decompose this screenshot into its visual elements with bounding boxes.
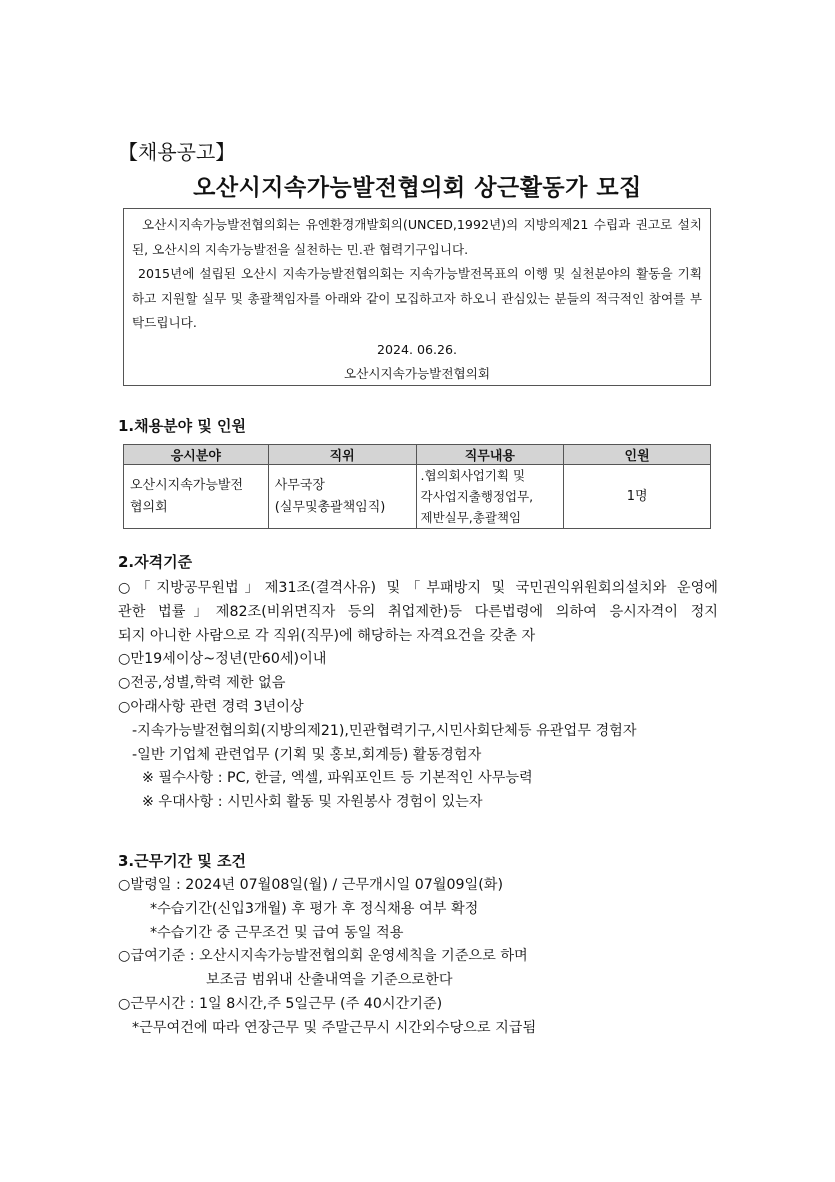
qualification-list	[118, 577, 718, 815]
table-header-position: 직위	[268, 445, 416, 465]
table-row	[124, 465, 711, 529]
qualification-line: ※ 우대사항 : 시민사회 활동 및 자원봉사 경험이 있는자	[142, 794, 483, 811]
condition-line: ○급여기준 : 오산시지속가능발전협의회 운영세칙을 기준으로 하며	[118, 948, 528, 965]
intro-paragraph-1: 오산시지속가능발전협의회는 유엔환경개발회의(UNCED,1992년)의 지방의제21 수립과 권고로 설치된, 오산시의 지속가능발전을 실천하는 민.관 협력기구입니다.	[132, 217, 702, 257]
qualification-line: ○전공,성별,학력 제한 없음	[118, 675, 286, 692]
qualification-line: ○만19세이상~정년(만60세)이내	[118, 651, 327, 668]
cell-position-line-1: 사무국장	[274, 477, 325, 493]
table-header-field: 응시분야	[124, 445, 269, 465]
cell-count: 1명	[564, 465, 711, 529]
conditions-list	[118, 874, 718, 1041]
notice-org: 오산시지속가능발전협의회	[344, 366, 490, 381]
cell-duties-line-1: .협의회사업기획 및	[420, 468, 526, 483]
condition-line: ○근무시간 : 1일 8시간,주 5일근무 (주 40시간기준)	[118, 995, 443, 1012]
qualification-line: ※ 필수사항 : PC, 한글, 엑셀, 파워포인트 등 기본적인 사무능력	[142, 770, 533, 787]
cell-field-line-1: 오산시지속가능발전	[130, 477, 244, 493]
qualification-line: ○아래사항 관련 경력 3년이상	[118, 698, 304, 715]
qualification-line: 관한 법률」제82조(비위면직자 등의 취업제한)등 다른법령에 의하여 응시자격이 정지	[118, 603, 718, 620]
section-3-title: 3.근무기간 및 조건	[118, 852, 247, 870]
qualification-line: -일반 기업체 관련업무 (기획 및 홍보,회계등) 활동경험자	[132, 746, 482, 763]
table-header-duties: 직무내용	[416, 445, 564, 465]
condition-line: *근무여건에 따라 연장근무 및 주말근무시 시간외수당으로 지급됨	[132, 1019, 537, 1036]
cell-duties	[416, 465, 564, 529]
jobs-table	[123, 444, 711, 529]
qualification-line: 되지 아니한 사람으로 각 직위(직무)에 해당하는 자격요건을 갖춘 자	[118, 627, 536, 644]
table-header-count: 인원	[564, 445, 711, 465]
cell-duties-line-3: 제반실무,총괄책임	[420, 510, 522, 525]
cell-position	[268, 465, 416, 529]
cell-duties-line-2: 각사업지출행정업무,	[420, 489, 534, 504]
notice-date: 2024. 06.26.	[376, 341, 458, 357]
condition-line: 보조금 범위내 산출내역을 기준으로한다	[206, 972, 453, 989]
condition-line: ○발령일 : 2024년 07월08일(월) / 근무개시일 07월09일(화)	[118, 877, 504, 893]
condition-line: *수습기간(신입3개월) 후 평가 후 정식채용 여부 확정	[150, 900, 479, 917]
section-2-title: 2.자격기준	[118, 553, 193, 571]
page-title: 오산시지속가능발전협의회 상근활동가 모집	[193, 175, 642, 201]
table-header-row	[124, 445, 711, 465]
cell-position-line-2: (실무및총괄책임직)	[274, 499, 386, 515]
intro-paragraph-2: 2015년에 설립된 오산시 지속가능발전협의회는 지속가능발전목표의 이행 및 실천분야의 활동을 기획하고 지원할 실무 및 총괄책임자를 아래와 같이 모집하고자 하오니 관심있는 분들의 적극적인 참여를 부탁드립니다.	[132, 266, 702, 330]
section-1-title: 1.채용분야 및 인원	[118, 417, 247, 435]
qualification-line: ○「지방공무원법」제31조(결격사유) 및「부패방지 및 국민권익위원회의설치와 운영에	[118, 580, 718, 596]
condition-line: *수습기간 중 근무조건 및 급여 동일 적용	[150, 924, 404, 941]
notice-tag: 【채용공고】	[118, 140, 236, 164]
cell-field	[124, 465, 269, 529]
cell-field-line-2: 협의회	[130, 499, 168, 515]
intro-box	[123, 208, 711, 386]
qualification-line: -지속가능발전협의회(지방의제21),민관협력기구,시민사회단체등 유관업무 경험자	[132, 722, 637, 739]
